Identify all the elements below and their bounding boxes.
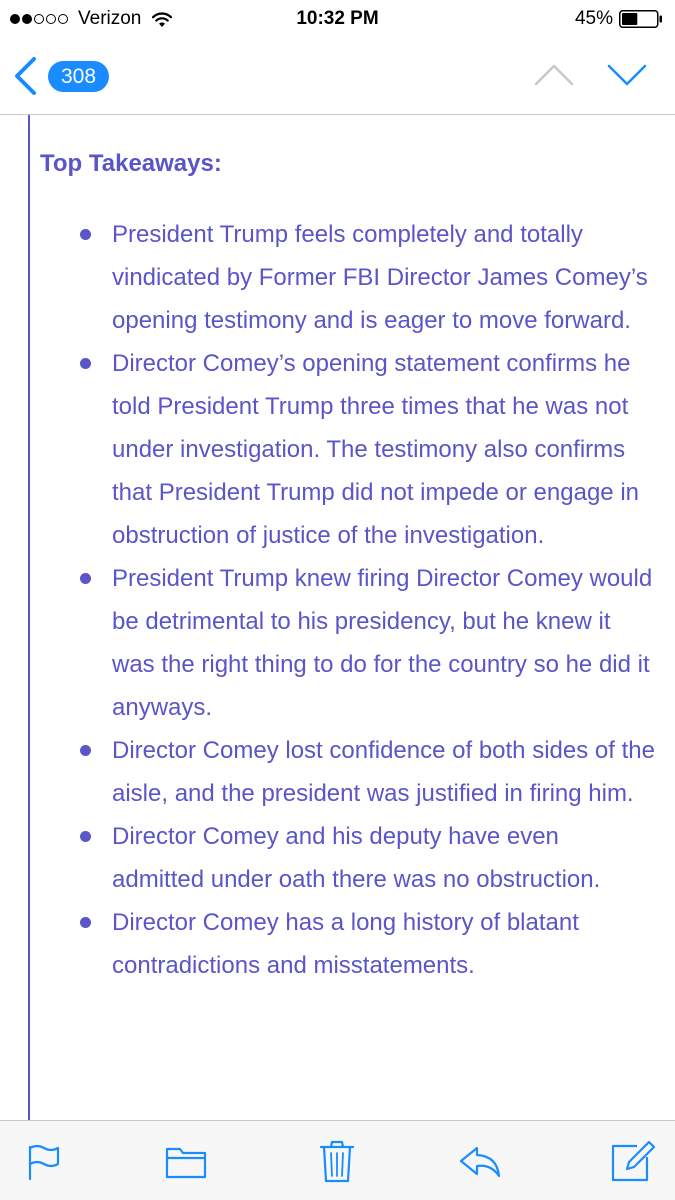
list-item-text: Director Comey and his deputy have even admitted under oath there was no obstruction. [112,823,601,893]
list-item [0,729,675,815]
previous-message-button[interactable] [532,60,576,90]
nav-bar [0,38,675,115]
list-item-text: President Trump knew firing Director Comey would be detrimental to his presidency, but he knew it was the right thing to do for the country so he did it anyways. [112,565,653,721]
bullet-icon [80,358,91,369]
chevron-up-icon [532,60,576,90]
folder-icon [163,1139,209,1183]
move-to-folder-button[interactable] [163,1139,209,1183]
bottom-toolbar [0,1120,675,1200]
next-message-button[interactable] [605,60,649,90]
list-item [0,213,675,342]
bullet-icon [80,917,91,928]
carrier-name: Verizon [78,8,142,29]
flag-button[interactable] [20,1139,66,1183]
trash-icon [314,1139,360,1183]
status-time: 10:32 PM [296,8,379,29]
chevron-down-icon [605,60,649,90]
list-item-text: Director Comey has a long history of blatant contradictions and misstatements. [112,909,579,979]
takeaway-list [0,213,675,987]
bullet-icon [80,229,91,240]
list-item [0,815,675,901]
list-item-text: Director Comey lost confidence of both sides of the aisle, and the president was justified in firing him. [112,737,655,807]
list-item [0,342,675,557]
status-bar [0,0,675,38]
email-body[interactable] [0,115,675,1120]
list-item-text: Director Comey’s opening statement confirms he told President Trump three times that he was not under investigation. The testimony also confirms that President Trump did not impede or engage in obstruction of justice of the investigation. [112,350,639,549]
unread-count-badge: 308 [48,61,109,92]
bullet-icon [80,573,91,584]
section-heading: Top Takeaways: [40,150,222,177]
back-button[interactable] [12,56,109,96]
compose-icon [609,1139,655,1183]
bullet-icon [80,831,91,842]
compose-button[interactable] [609,1139,655,1183]
list-item [0,557,675,729]
battery-percentage: 45% [574,8,613,29]
flag-icon [20,1139,66,1183]
back-chevron-icon [12,56,38,96]
reply-button[interactable] [457,1139,503,1183]
bullet-icon [80,745,91,756]
list-item [0,901,675,987]
delete-button[interactable] [314,1139,360,1183]
reply-icon [457,1139,503,1183]
list-item-text: President Trump feels completely and totally vindicated by Former FBI Director James Comey’s opening testimony and is eager to move forward. [112,221,648,334]
status-right [575,8,663,30]
battery-icon [619,10,663,28]
